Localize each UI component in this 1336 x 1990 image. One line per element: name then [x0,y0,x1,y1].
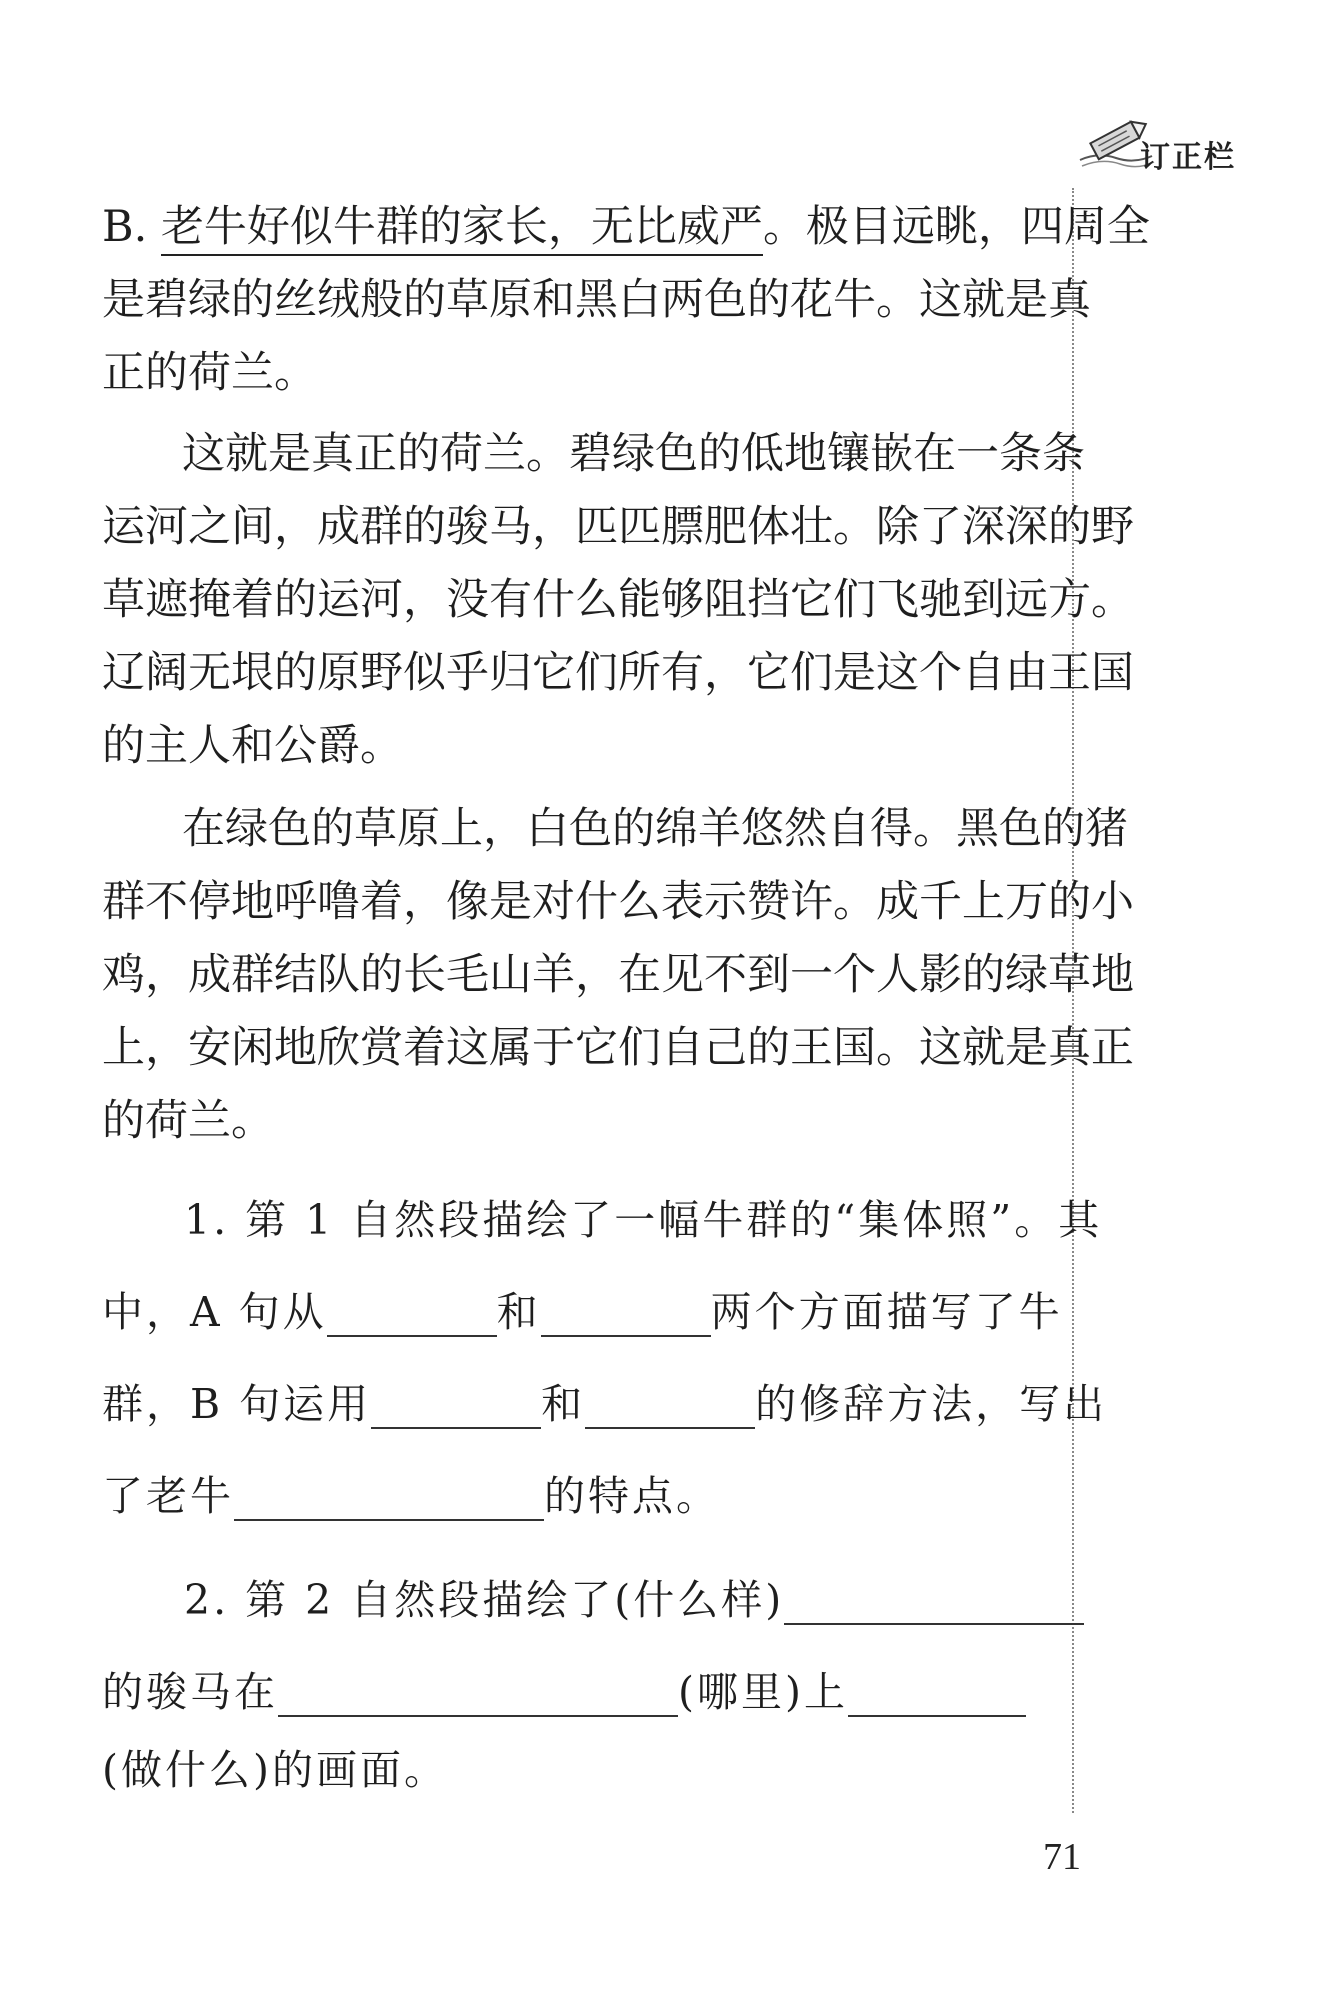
passage-line: 是碧绿的丝绒般的草原和黑白两色的花牛。这就是真 [102,275,1091,325]
answer-blank[interactable] [848,1671,1026,1717]
passage-line: 在绿色的草原上，白色的绵羊悠然自得。黑色的猪 [182,804,1128,854]
answer-blank[interactable] [278,1671,678,1717]
passage-line: 群不停地呼噜着，像是对什么表示赞许。成千上万的小 [102,877,1134,927]
question-1-line: 1. 第 1 自然段描绘了一幅牛群的“集体照”。其 [184,1196,1103,1244]
question-2-line: (做什么)的画面。 [102,1746,448,1794]
answer-blank[interactable] [585,1383,755,1429]
correction-column-header [1078,112,1298,182]
passage-line: 草遮掩着的运河，没有什么能够阻挡它们飞驰到远方。 [102,575,1134,625]
passage-line: 鸡，成群结队的长毛山羊，在见不到一个人影的绿草地 [102,950,1134,1000]
correction-column-title: 订正栏 [1140,140,1236,175]
question-1-line: 群，B 句运用 和 的修辞方法，写出 [102,1380,1108,1428]
passage-line [102,202,1150,252]
passage-line: 这就是真正的荷兰。碧绿色的低地镶嵌在一条条 [182,429,1085,479]
answer-blank[interactable] [541,1291,711,1337]
passage-line: 运河之间，成群的骏马，匹匹膘肥体壮。除了深深的野 [102,502,1134,552]
underlined-sentence-b: 老牛好似牛群的家长，无比威严 [161,202,763,256]
passage-line: 上，安闲地欣赏着这属于它们自己的王国。这就是真正 [102,1023,1134,1073]
passage-line: 的荷兰。 [102,1096,274,1146]
page-number: 71 [1043,1836,1081,1878]
answer-blank[interactable] [784,1579,1084,1625]
answer-blank[interactable] [234,1475,544,1521]
passage-line: 的主人和公爵。 [102,721,403,771]
sentence-label: B. [102,202,161,252]
question-1-line: 了老牛 的特点。 [102,1472,720,1520]
answer-blank[interactable] [327,1291,497,1337]
passage-line: 辽阔无垠的原野似乎归它们所有，它们是这个自由王国 [102,648,1134,698]
answer-blank[interactable] [371,1383,541,1429]
passage-text: 。极目远眺，四周全 [762,202,1150,252]
question-2-line: 2. 第 2 自然段描绘了(什么样) [184,1575,1084,1627]
passage-line: 正的荷兰。 [102,348,317,398]
question-1-line: 中，A 句从 和 两个方面描写了牛 [102,1288,1063,1336]
question-2-line: 的骏马在 (哪里)上 [102,1667,1026,1719]
